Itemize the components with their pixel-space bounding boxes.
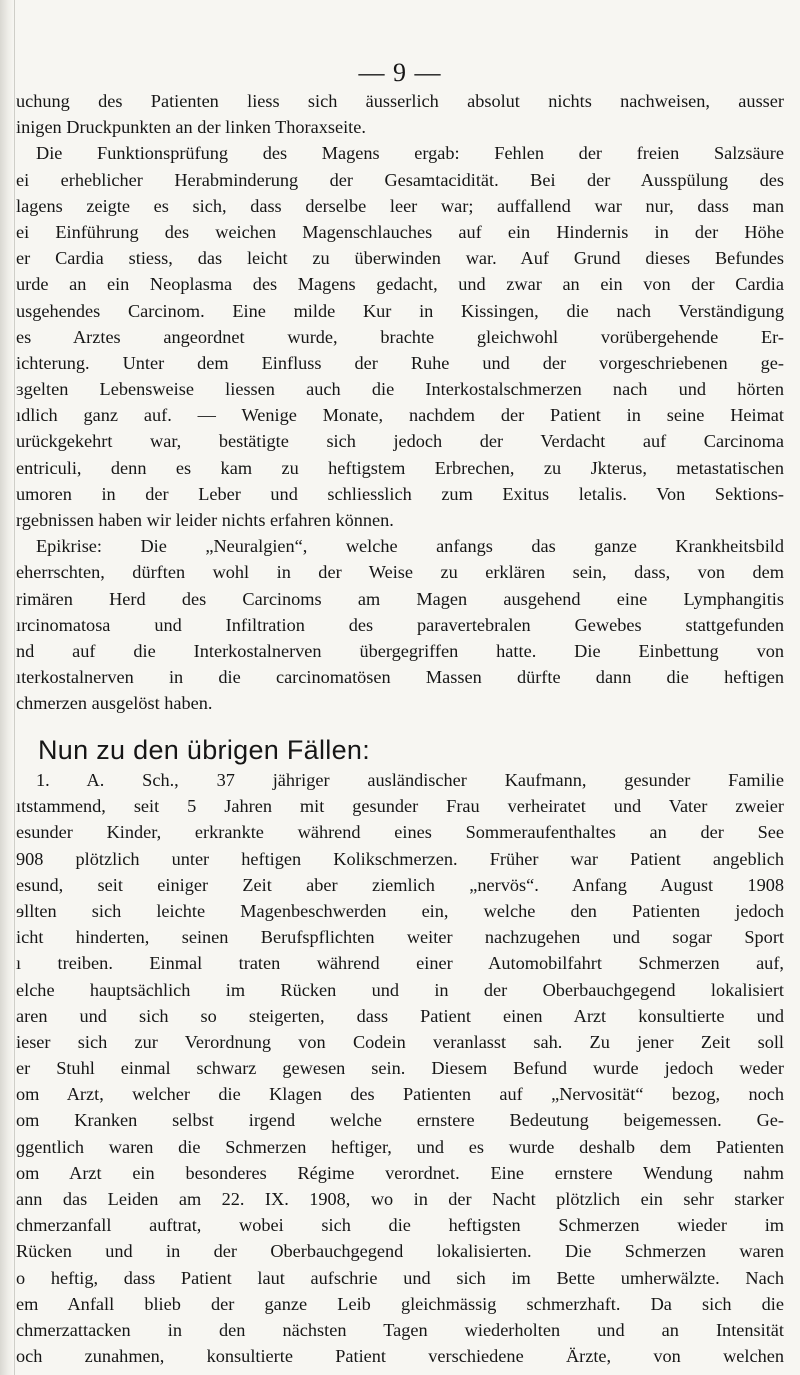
text-line: chmerzanfall auftrat, wobei sich die heftigsten Schmerzen wieder im — [16, 1215, 784, 1236]
text-line: 1. A. Sch., 37 jähriger ausländischer Kaufmann, gesunder Familie — [36, 770, 784, 790]
text-line: 908 plötzlich unter heftigen Kolikschmerzen. Früher war Patient angeblich — [16, 848, 784, 869]
text-line: Rücken und in der Oberbauchgegend lokalisierten. Die Schmerzen waren — [16, 1241, 784, 1262]
text-line: eherrschten, dürften wohl in der Weise zu erklären sein, dass, von dem — [16, 562, 784, 583]
text-line: entriculi, denn es kam zu heftigstem Erbrechen, zu Jkterus, metastatischen — [16, 457, 784, 478]
text-line: em Anfall blieb der ganze Leib gleichmässig schmerzhaft. Da sich die — [16, 1293, 784, 1314]
text-line: umoren in der Leber und schliesslich zum Exitus letalis. Von Sektions- — [16, 483, 784, 504]
text-line: urde an ein Neoplasma des Magens gedacht, und zwar an ein von der Cardia — [16, 274, 784, 295]
text-line: ıtstammend, seit 5 Jahren mit gesunder Frau verheiratet und Vater zweier — [16, 796, 784, 817]
text-line: Epikrise: Die „Neuralgien“, welche anfangs das ganze Krankheitsbild — [36, 536, 784, 557]
text-line: ei Einführung des weichen Magenschlauches auf ein Hindernis in der Höhe — [16, 221, 784, 242]
text-line: es Arztes angeordnet wurde, brachte gleichwohl vorübergehende Er- — [16, 326, 784, 347]
text-line: ı treiben. Einmal traten während einer Automobilfahrt Schmerzen auf, — [16, 953, 784, 974]
text-line: om Arzt ein besonderes Régime verordnet. Eine ernstere Wendung nahm — [16, 1162, 784, 1183]
text-line: ırcinomatosa und Infiltration des paravertebralen Gewebes stattgefunden — [16, 614, 784, 635]
text-line: ıdlich ganz auf. — Wenige Monate, nachdem der Patient in seine Heimat — [16, 405, 784, 426]
text-line: om Kranken selbst irgend welche ernstere Bedeutung beigemessen. Ge- — [16, 1110, 784, 1131]
text-line: o heftig, dass Patient laut aufschrie und sich im Bette umherwälzte. Nach — [16, 1267, 784, 1288]
text-line: chmerzattacken in den nächsten Tagen wiederholten und an Intensität — [16, 1319, 784, 1340]
text-line: ıterkostalnerven in die carcinomatösen Massen dürfte dann die heftigen — [16, 667, 784, 688]
body-section-2 — [16, 767, 784, 1369]
text-line: esunder Kinder, erkrankte während eines Sommeraufenthaltes an der See — [16, 822, 784, 843]
text-line: Die Funktionsprüfung des Magens ergab: Fehlen der freien Salzsäure — [36, 143, 784, 164]
text-line: er Stuhl einmal schwarz gewesen sein. Diesem Befund wurde jedoch weder — [16, 1058, 784, 1079]
text-line: usgehendes Carcinom. Eine milde Kur in Kissingen, die nach Verständigung — [16, 300, 784, 321]
text-line: rimären Herd des Carcinoms am Magen ausgehend eine Lymphangitis — [16, 588, 784, 609]
body-section-1 — [16, 88, 784, 717]
text-line: ei erheblicher Herabminderung der Gesamtacidität. Bei der Ausspülung des — [16, 169, 784, 190]
text-line: om Arzt, welcher die Klagen des Patienten auf „Nervosität“ bezog, noch — [16, 1084, 784, 1105]
text-line: icht hinderten, seinen Berufspflichten weiter nachzugehen und sogar Sport — [16, 927, 784, 948]
text-line: chmerzen ausgelöst haben. — [16, 693, 213, 714]
text-line: ɜgelten Lebensweise liessen auch die Interkostalschmerzen nach und hörten — [16, 379, 784, 400]
text-line: ichterung. Unter dem Einfluss der Ruhe und der vorgeschriebenen ge- — [16, 352, 784, 373]
text-line: ɡgentlich waren die Schmerzen heftiger, und es wurde deshalb dem Patienten — [16, 1136, 784, 1157]
text-line: nd auf die Interkostalnerven übergegriffen hatte. Die Einbettung von — [16, 640, 784, 661]
text-line: uchung des Patienten liess sich äusserlich absolut nichts nachweisen, ausser — [16, 91, 784, 111]
text-line: er Cardia stiess, das leicht zu überwinden war. Auf Grund dieses Befundes — [16, 248, 784, 269]
text-line: och zunahmen, konsultierte Patient verschiedene Ärzte, von welchen — [16, 1346, 784, 1367]
text-line: esund, seit einiger Zeit aber ziemlich „nervös“. Anfang August 1908 — [16, 874, 784, 895]
section-heading: Nun zu den übrigen Fällen: — [38, 735, 371, 765]
text-line: ann das Leiden am 22. IX. 1908, wo in der Nacht plötzlich ein sehr starker — [16, 1189, 784, 1209]
text-line: elche hauptsächlich im Rücken und in der Oberbauchgegend lokalisiert — [16, 979, 784, 1000]
text-line: ɘllten sich leichte Magenbeschwerden ein, welche den Patienten jedoch — [16, 900, 784, 921]
text-line: rgebnissen haben wir leider nichts erfahren können. — [16, 510, 394, 530]
text-line: lagens zeigte es sich, dass derselbe leer war; auffallend war nur, dass man — [16, 195, 784, 216]
text-line: urückgekehrt war, bestätigte sich jedoch der Verdacht auf Carcinoma — [16, 431, 784, 452]
text-line: ieser sich zur Verordnung von Codein veranlasst sah. Zu jener Zeit soll — [16, 1031, 784, 1052]
page-number: — 9 — — [358, 58, 442, 87]
page-gutter-shadow — [0, 0, 15, 1375]
text-line: inigen Druckpunkten an der linken Thoraxseite. — [16, 117, 366, 138]
text-line: aren und sich so steigerten, dass Patient einen Arzt konsultierte und — [16, 1005, 784, 1026]
